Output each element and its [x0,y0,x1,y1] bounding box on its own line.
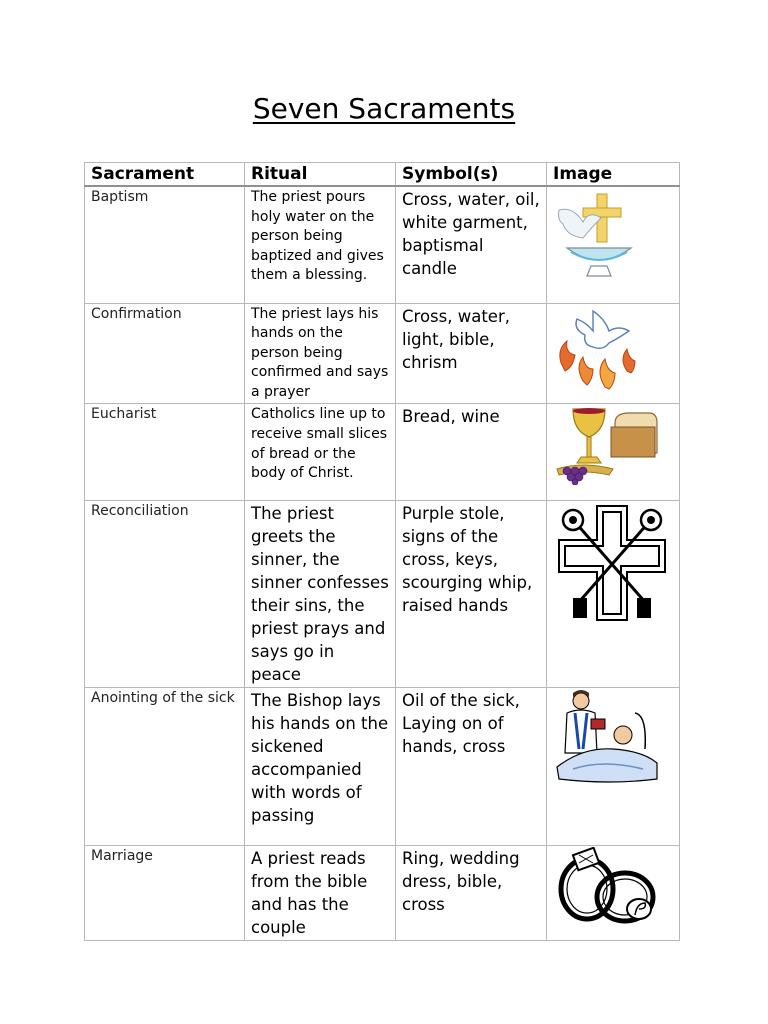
symbols-cell: Cross, water, light, bible, chrism [396,303,547,404]
image-cell [547,303,680,404]
image-cell [547,404,680,501]
ritual-cell: Catholics line up to receive small slices of bread or the body of Christ. [245,404,396,501]
ritual-cell: The priest pours holy water on the person being baptized and gives them a blessing. [245,186,396,303]
table-row [85,186,680,303]
sacrament-cell: Reconciliation [85,501,245,688]
image-cell [547,186,680,303]
table-header-row [85,163,680,187]
image-cell [547,688,680,846]
sacrament-cell: Baptism [85,186,245,303]
sacrament-cell: Marriage [85,846,245,941]
symbols-cell: Oil of the sick, Laying on of hands, cross [396,688,547,846]
table-row [85,303,680,404]
crossed-keys-icon [553,502,671,624]
table-row [85,846,680,941]
ritual-cell: The priest greets the sinner, the sinner confesses their sins, the priest prays and says go in peace [245,501,396,688]
sacrament-cell: Eucharist [85,404,245,501]
symbols-cell: Purple stole, signs of the cross, keys, scourging whip, raised hands [396,501,547,688]
symbols-cell: Bread, wine [396,404,547,501]
wedding-rings-icon [553,847,663,929]
image-cell [547,846,680,941]
table-row [85,404,680,501]
dove-cross-font-icon [553,188,643,288]
sacraments-table [84,162,680,941]
table-row [85,688,680,846]
header-ritual: Ritual [245,163,396,187]
image-cell [547,501,680,688]
ritual-cell: The priest lays his hands on the person being confirmed and says a prayer [245,303,396,404]
header-sacrament: Sacrament [85,163,245,187]
sacrament-cell: Anointing of the sick [85,688,245,846]
table-row [85,501,680,688]
ritual-cell: The Bishop lays his hands on the sickened accompanied with words of passing [245,688,396,846]
dove-flames-icon [553,305,643,393]
chalice-bread-grapes-icon [553,405,663,485]
header-symbols: Symbol(s) [396,163,547,187]
symbols-cell: Ring, wedding dress, bible, cross [396,846,547,941]
priest-sick-bed-icon [553,689,663,789]
sacrament-cell: Confirmation [85,303,245,404]
page-title: Seven Sacraments [252,92,516,125]
symbols-cell: Cross, water, oil, white garment, baptismal candle [396,186,547,303]
ritual-cell: A priest reads from the bible and has the couple [245,846,396,941]
header-image: Image [547,163,680,187]
